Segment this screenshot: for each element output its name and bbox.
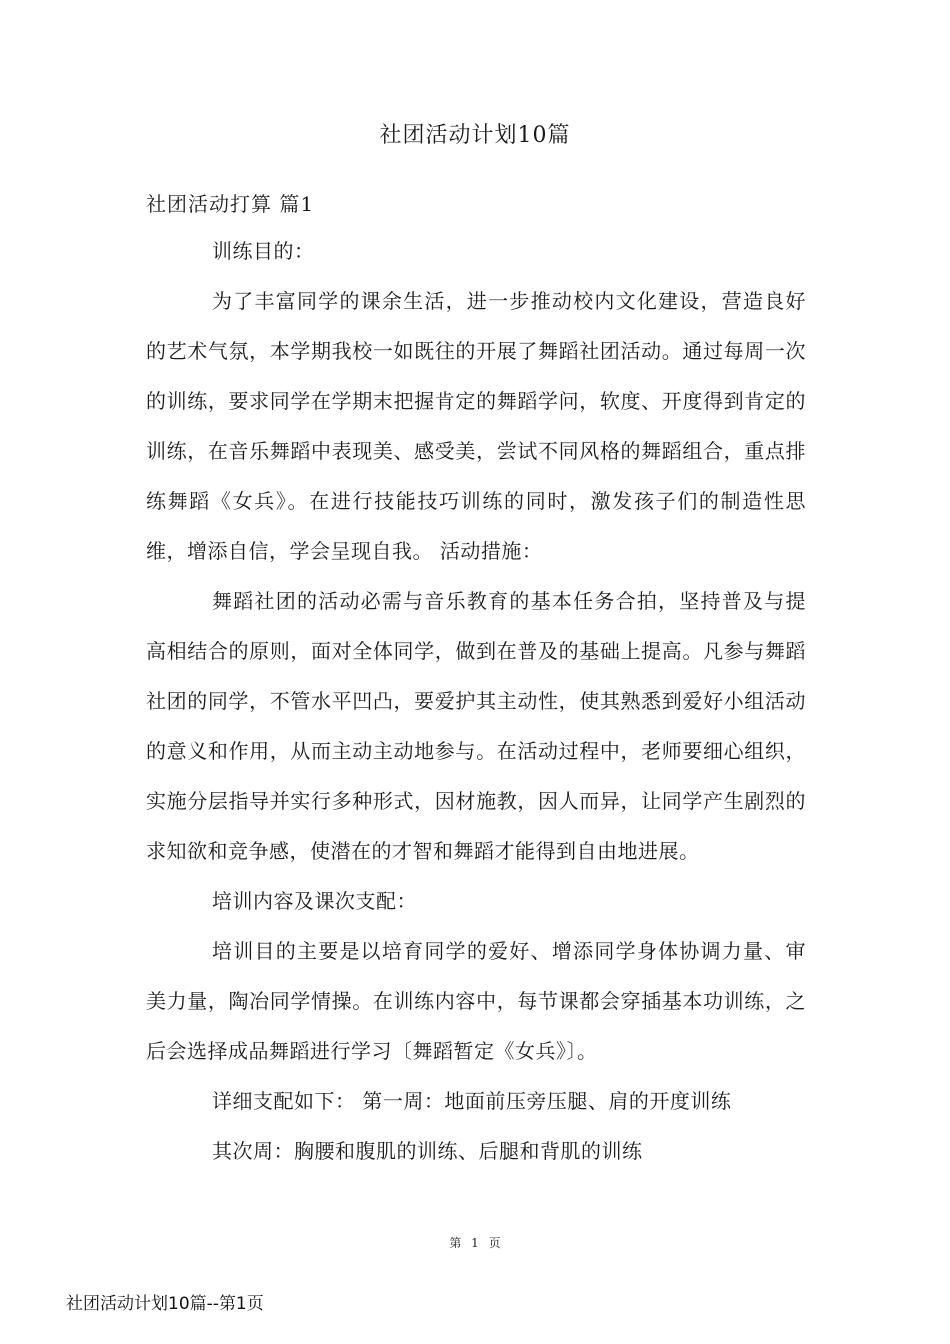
paragraph: 其次周：胸腰和腹肌的训练、后腿和背肌的训练	[212, 1139, 643, 1163]
page-number: 第 1 页	[449, 1236, 501, 1250]
paragraph: 培训内容及课次支配：	[212, 889, 417, 913]
document-title: 社团活动计划10篇	[379, 123, 571, 148]
section-heading: 社团活动打算 篇1	[146, 192, 315, 216]
document-body	[146, 226, 806, 1176]
footer-label: 社团活动计划10篇--第1页	[66, 1294, 264, 1314]
paragraph: 培训目的主要是以培育同学的爱好、增添同学身体协调力量、审美力量，陶冶同学情操。在训练内容中，每节课都会穿插基本功训练，之后会选择成品舞蹈进行学习〔舞蹈暂定《女兵》〕。	[146, 939, 806, 1063]
paragraph: 舞蹈社团的活动必需与音乐教育的基本任务合拍，坚持普及与提高相结合的原则，面对全体同学，做到在普及的基础上提高。凡参与舞蹈社团的同学，不管水平凹凸，要爱护其主动性，使其熟悉到爱好小组活动的意义和作用，从而主动主动地参与。在活动过程中，老师要细心组织，实施分层指导并实行多种形式，因材施教，因人而异，让同学产生剧烈的求知欲和竞争感，使潜在的才智和舞蹈才能得到自由地进展。	[146, 589, 806, 863]
paragraph: 为了丰富同学的课余生活，进一步推动校内文化建设，营造良好的艺术气氛，本学期我校一如既往的开展了舞蹈社团活动。通过每周一次的训练，要求同学在学期末把握肯定的舞蹈学问，软度、开度得到肯定的训练，在音乐舞蹈中表现美、感受美，尝试不同风格的舞蹈组合，重点排练舞蹈《女兵》。在进行技能技巧训练的同时，激发孩子们的制造性思维，增添自信，学会呈现自我。 活动措施：	[146, 289, 806, 563]
paragraph: 详细支配如下： 第一周：地面前压旁压腿、肩的开度训练	[212, 1089, 732, 1113]
paragraph: 训练目的：	[212, 239, 315, 263]
